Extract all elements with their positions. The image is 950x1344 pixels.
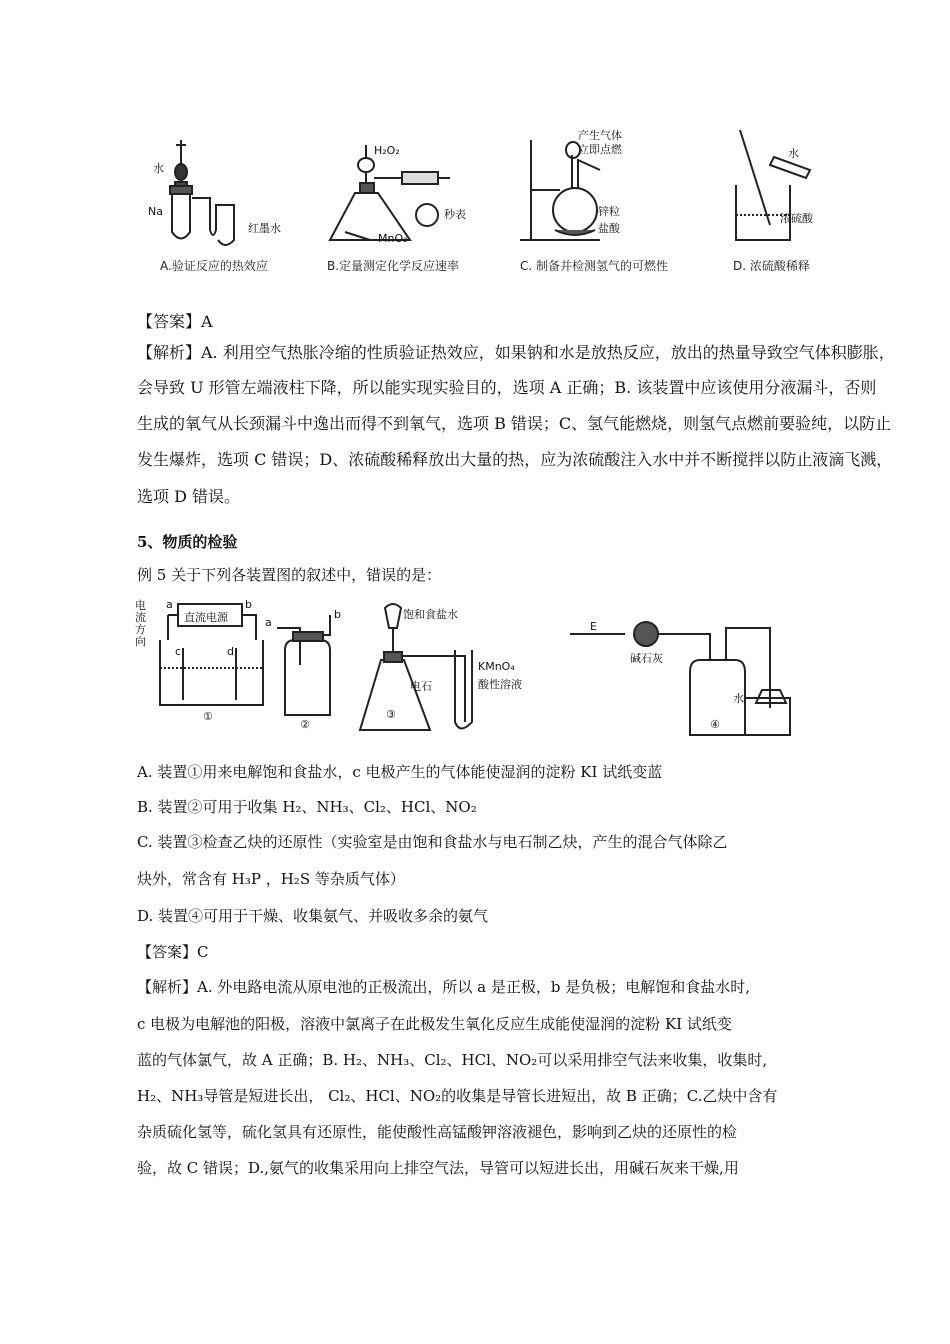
analysis-2-line-5: 杂质硫化氢等，硫化氢具有还原性，能使酸性高锰酸钾溶液褪色，影响到乙炔的还原性的检	[137, 1123, 738, 1141]
label-red-ink: 红墨水	[248, 222, 281, 235]
label-brine: 饱和食盐水	[403, 608, 458, 621]
label-d: d	[227, 645, 234, 658]
label-power: 直流电源	[184, 611, 228, 624]
label-gas-1: 产生气体	[578, 129, 622, 142]
label-conc-acid: 浓硫酸	[780, 212, 813, 225]
label-water-2: 水	[733, 692, 744, 705]
analysis-1-line-1: 【解析】A. 利用空气热胀冷缩的性质验证热效应，如果钠和水是放热反应，放出的热量导致空气体积膨胀，	[137, 343, 895, 362]
analysis-1-line-5: 选项 D 错误。	[137, 487, 241, 506]
option-a: A. 装置①用来电解饱和食盐水，c 电极产生的气体能使湿润的淀粉 KI 试纸变蓝	[137, 763, 663, 781]
label-apparatus-4: ④	[710, 718, 720, 731]
answer-2: 【答案】C	[137, 943, 209, 961]
caption-d: D. 浓硫酸稀释	[733, 259, 810, 273]
label-water-d: 水	[788, 147, 799, 160]
label-apparatus-3: ③	[386, 708, 396, 721]
caption-a: A.验证反应的热效应	[160, 259, 268, 273]
label-a: a	[166, 598, 173, 611]
label-na: Na	[148, 205, 163, 218]
analysis-2-line-6: 验，故 C 错误；D.,氨气的收集采用向上排空气法，导管可以短进长出，用碱石灰来干燥,用	[137, 1159, 739, 1177]
label-current-direction: 电流方向	[135, 599, 146, 648]
analysis-2-line-4: H₂、NH₃导管是短进长出， Cl₂、HCl、NO₂的收集是导管长进短出，故 B 正确；C.乙炔中含有	[137, 1087, 778, 1105]
label-soda-lime: 碱石灰	[630, 652, 663, 665]
label-b: b	[245, 598, 252, 611]
label-zinc: 锌粒	[598, 205, 620, 218]
option-b: B. 装置②可用于收集 H₂、NH₃、Cl₂、HCl、NO₂	[137, 798, 477, 816]
label-apparatus-2: ②	[300, 718, 310, 731]
option-d: D. 装置④可用于干燥、收集氨气、并吸收多余的氨气	[137, 907, 489, 925]
caption-b: B.定量测定化学反应速率	[327, 259, 460, 273]
label-hcl: 盐酸	[598, 222, 620, 235]
section-title: 5、物质的检验	[137, 533, 238, 551]
analysis-2-line-2: c 电极为电解池的阳极，溶液中氯离子在此极发生氧化反应生成能使湿润的淀粉 KI 试纸变	[137, 1015, 732, 1033]
analysis-2-line-1: 【解析】A. 外电路电流从原电池的正极流出，所以 a 是正极，b 是负极；电解饱和食盐水时,	[137, 978, 750, 996]
analysis-2-line-3: 蓝的气体氯气，故 A 正确；B. H₂、NH₃、Cl₂、HCl、NO₂可以采用排空气法来收集，收集时,	[137, 1051, 768, 1069]
option-c-line-2: 炔外，常含有 H₃P ，H₂S 等杂质气体）	[137, 870, 405, 888]
label-mno2: MnO₂	[378, 232, 408, 245]
analysis-1-line-4: 发生爆炸，选项 C 错误；D、浓硫酸稀释放出大量的热，应为浓硫酸注入水中并不断搅拌以防止液滴飞溅，	[137, 450, 893, 469]
label-water: 水	[153, 162, 164, 175]
label-carbide: 电石	[410, 680, 432, 693]
label-a-2: a	[265, 616, 272, 629]
option-c-line-1: C. 装置③检查乙炔的还原性（实验室是由饱和食盐水与电石制乙炔，产生的混合气体除乙	[137, 833, 728, 851]
analysis-1-line-2: 会导致 U 形管左端液柱下降，所以能实现实验目的，选项 A 正确；B. 该装置中应该使用分液漏斗，否则	[137, 378, 877, 397]
label-acidic-solution: 酸性溶液	[478, 678, 522, 691]
label-h2o2: H₂O₂	[374, 144, 400, 157]
example-title: 例 5 关于下列各装置图的叙述中，错误的是：	[137, 566, 442, 584]
label-apparatus-1: ①	[203, 710, 213, 723]
label-b-2: b	[334, 608, 341, 621]
label-c: c	[175, 645, 182, 658]
label-e: E	[590, 620, 597, 633]
analysis-1-line-3: 生成的氧气从长颈漏斗中逸出而得不到氧气，选项 B 错误；C、氢气能燃烧，则氢气点燃前要验纯，以防止	[137, 414, 892, 433]
answer-1: 【答案】A	[137, 312, 213, 331]
caption-c: C. 制备并检测氢气的可燃性	[520, 259, 669, 273]
label-gas-2: 立即点燃	[578, 143, 622, 156]
label-stopwatch: 秒表	[444, 208, 466, 221]
label-kmno4: KMnO₄	[478, 660, 515, 673]
